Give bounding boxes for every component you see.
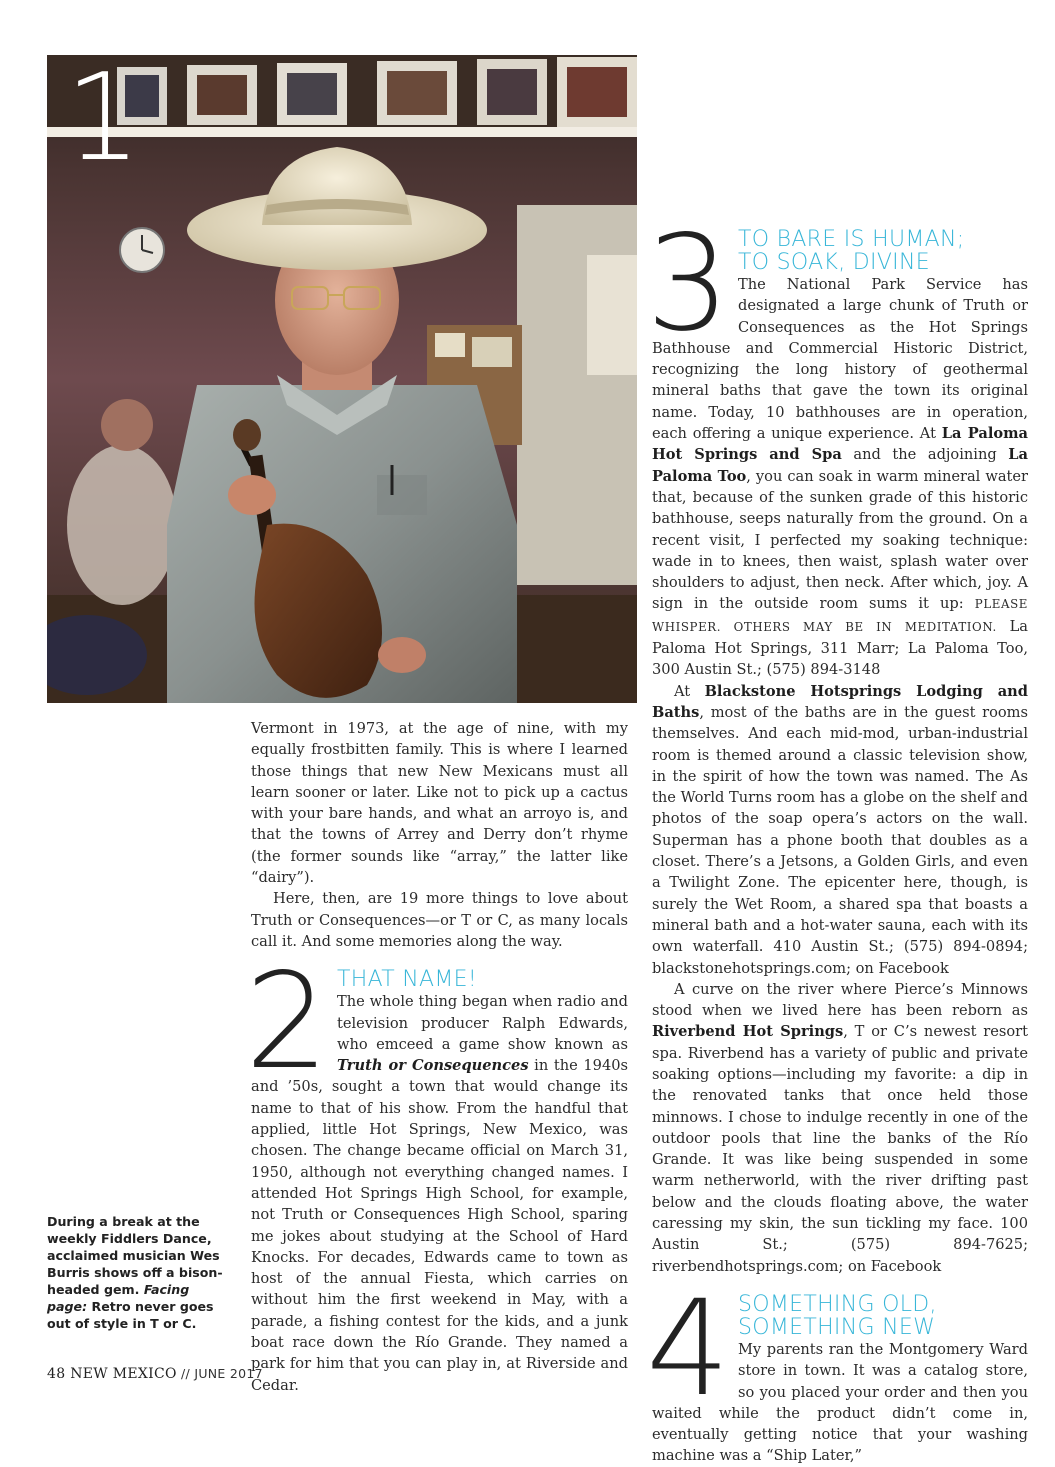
section-3-paragraph-2 (652, 681, 1028, 979)
section-4-heading-line-1: SOMETHING OLD, (737, 1291, 937, 1317)
continuation-paragraph-1: Vermont in 1973, at the age of nine, with my equally frostbitten family. This is where I learned those things that new New Mexicans must all learn sooner or later. Like not to pick up a cactus with your bare hands, and what an arroyo is, and that the towns of Arrey and Derry don’t rhyme (the former sounds like “array,” the latter like “dairy”). (251, 720, 628, 887)
sign-text: PLEASE WHISPER. OTHERS MAY BE IN MEDITATION. (652, 597, 1028, 634)
la-paloma-too-name: La Paloma Too (652, 446, 1028, 485)
section-2 (245, 945, 629, 1396)
s3p2-a: At (674, 682, 705, 700)
s3p3-a: A curve on the river where Pierce’s Minnows stood when we lived here has been reborn as (652, 980, 1028, 1020)
caption-facing-text: Retro never goes out of style in T or C. (47, 1299, 214, 1331)
s3p1-d: , you can soak in warm mineral water that, because of the sunken grade of this historic bathhouse, seeps naturally from the ground. On a recent visit, I perfected my soaking technique: wade in to knees, then waist, splash water over shoulders to adjust, then neck. After which, joy. A sign in the outside room sums it up: (652, 467, 1028, 613)
show-title: Truth or Consequences (336, 1057, 529, 1075)
section-3 (646, 207, 1028, 1277)
section-number-1: 1 (65, 55, 138, 188)
middle-column (245, 718, 629, 1396)
section-number-3: 3 (646, 207, 724, 361)
page-number: 48 (47, 1366, 66, 1382)
section-2-text-b: in the 1940s and ’50s, sought a town that would change its name to that of his show. From the handful that applied, little Hot Springs, New Mexico, was chosen. The change became official on March 31, 1950, although not everything changed names. I attended Hot Springs High School, for example, not Truth or Consequences High School, sparing me jokes about studying at the School of Hard Knocks. For decades, Edwards came to town as host of the annual Fiesta, which carries on without him the first weekend in May, with a parade, a fishing contest for the kids, and a junk boat race down the Río Grande. They named a park for him that you can play in, at Riverside and Cedar. (251, 1057, 629, 1394)
blackstone-name: Blackstone Hotsprings Lodging and Baths (652, 682, 1028, 721)
caption-text: During a break at the weekly Fiddlers Dance, acclaimed musician Wes Burris shows off a bison-headed gem. (47, 1214, 223, 1297)
section-4 (646, 1271, 1028, 1467)
section-number-4: 4 (646, 1271, 724, 1426)
section-3-paragraph-3 (652, 979, 1028, 1277)
right-column (646, 207, 1028, 1467)
section-number-2: 2 (245, 945, 323, 1100)
s3p3-c: , T or C’s newest resort spa. Riverbend has a variety of public and private soaking options—including my favorite: a dip in the renovated tanks that once held those minnows. I chose to indulge recently in one of the outdoor pools that line the banks of the Río Grande. It was like being suspended in some warm netherworld, with the river drifting past below and the clouds floating above, the water caressing my skin, the sun tickling my face. 100 Austin St.; (575) 894-7625; riverbendhotsprings.com; on Facebook (652, 1023, 1028, 1275)
section-2-text-a: The whole thing began when radio and television producer Ralph Edwards, who emceed a game show known as (336, 993, 628, 1053)
section-4-body: My parents ran the Montgomery Ward store in town. It was a catalog store, so you placed your order and then you waited while the product didn’t come in, eventually getting notice that your washing machine was a “Ship Later,” (652, 1340, 1028, 1465)
s3p2-c: , most of the baths are in the guest rooms themselves. And each mid-mod, urban-industrial room is themed around a classic television show, in the spirit of how the town was named. The As the World Turns room has a globe on the shelf and photos of the soap opera’s actors on the wall. Superman has a phone booth that doubles as a closet. There’s a Jetsons, a Golden Girls, and even a Twilight Zone. The epicenter here, though, is surely the Wet Room, a shared spa that boasts a mineral bath and a hot-water sauna, each with its own waterfall. 410 Austin St.; (575) 894-0894; blackstonehotsprings.com; on Facebook (652, 703, 1028, 977)
footer-separator: // (176, 1366, 195, 1381)
s3p1-e: La Paloma Hot Springs, 311 Marr; La Paloma Too, 300 Austin St.; (575) 894-3148 (652, 617, 1028, 679)
magazine-name: NEW MEXICO (70, 1366, 177, 1382)
section-3-heading-line-2: TO SOAK, DIVINE (737, 250, 930, 275)
continuation-paragraph-2: Here, then, are 19 more things to love about Truth or Consequences—or T or C, as many locals call it. And some memories along the way. (251, 890, 628, 950)
issue-date: JUNE 2017 (194, 1366, 263, 1381)
section-3-heading-line-1: TO BARE IS HUMAN; (737, 227, 965, 252)
page-footer (47, 1366, 263, 1382)
s3p1-a: The National Park Service has designated a large chunk of Truth or Consequences as the Hot Springs Bathhouse and Commercial Historic District, recognizing the long history of geothermal mineral baths that gave the town its original name. Today, 10 bathhouses are in operation, each offering a unique experience. At (652, 276, 1028, 443)
feature-photo (47, 55, 637, 703)
photo-caption (47, 1213, 232, 1332)
section-2-heading: THAT NAME! (336, 967, 477, 993)
la-paloma-spa-name: La Paloma Hot Springs and Spa (652, 425, 1028, 464)
riverbend-name: Riverbend Hot Springs (652, 1023, 844, 1041)
caption-facing-label: Facing page: (47, 1282, 190, 1314)
section-4-heading-line-2: SOMETHING NEW (737, 1314, 936, 1340)
s3p1-c: and the adjoining (841, 446, 1009, 464)
